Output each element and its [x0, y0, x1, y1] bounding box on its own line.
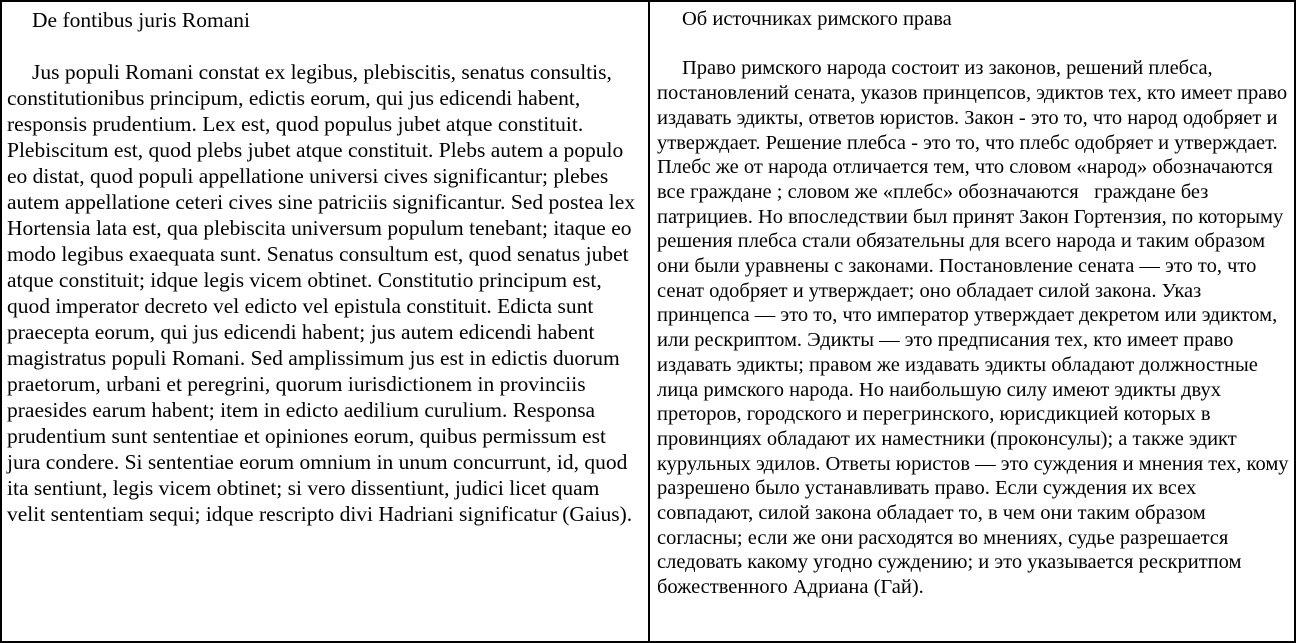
russian-body-text: Право римского народа состоит из законов, решений плебса, постановлений сената, указов принцепсов, эдиктов тех, кто имеет право издавать эдикты, ответов юристов. Закон - это то, что народ одобряет и утверждает. Решение плебса - это то, что плебс одобряет и утверждает. Плебс же от народа отличается тем, что словом «народ» обозначаются все граждане ; словом же «плебс» обозначаются граждане без патрициев. Но впоследствии был принят Закон Гортензия, по которыму решения плебса стали обязательны для всего народа и таким образом они были уравнены с законами. Постановление сената — это то, что сенат одобряет и утверждает; оно обладает силой закона. Указ принцепса — это то, что император утверждает декретом или эдиктом, или рескриптом. Эдикты — это предписания тех, кто имеет право издавать эдикты; правом же издавать эдикты обладают должностные лица римского народа. Но наибольшую силу имеют эдикты двух преторов, городского и перегринского, юрисдикцией которых в провинциях обладают их наместники (проконсулы); а также эдикт курульных эдилов. Ответы юристов — это суждения и мнения тех, кому разрешено было устанавливать право. Если суждения их всех совпадают, силой закона обладает то, в чем они таким образом согласны; если же они расходятся во мнениях, судье разрешается следовать какому угодно суждению; и это указывается рескритпом божественного Адриана (Гай). [657, 57, 1294, 599]
russian-title: Об источниках римского права [682, 8, 952, 30]
latin-body-text: Jus populi Romani constat ex legibus, plebiscitis, senatus consultis, constitutionibus principum, edictis eorum, qui jus edicendi habent, responsis prudentium. Lex est, quod populus jubet atque constituit. Plebiscitum est, quod plebs jubet atque constituit. Plebs autem a populo eo distat, quod populi appellatione universi cives significantur; plebes autem appellatione ceteri cives sine patriciis significantur. Sed postea lex Hortensia lata est, qua plebiscita universum populum tenebant; itaque eo modo legibus exaequata sunt. Senatus consultum est, quod senatus jubet atque constituit; idque legis vicem obtinet. Constitutio principum est, quod imperator decreto vel edicto vel epistula constituit. Edicta sunt praecepta eorum, qui jus edicendi habent; jus autem edicendi habent magistratus populi Romani. Sed amplissimum jus est in edictis duorum praetorum, urbani et peregrini, quorum iurisdictionem in provinciis praesides earum habent; item in edicto aedilium curulium. Responsa prudentium sunt sententiae et opiniones eorum, quibus permissum est jura condere. Si sententiae eorum omnium in unum concurrunt, id, quod ita sentiunt, legis vicem obtinet; si vero dissentiunt, judici licet quam velit sententiam sequi; idque rescripto divi Hadriani significatur (Gaius). [7, 60, 641, 526]
latin-title: De fontibus juris Romani [32, 8, 250, 32]
russian-column [650, 2, 1294, 641]
latin-column [2, 2, 648, 641]
